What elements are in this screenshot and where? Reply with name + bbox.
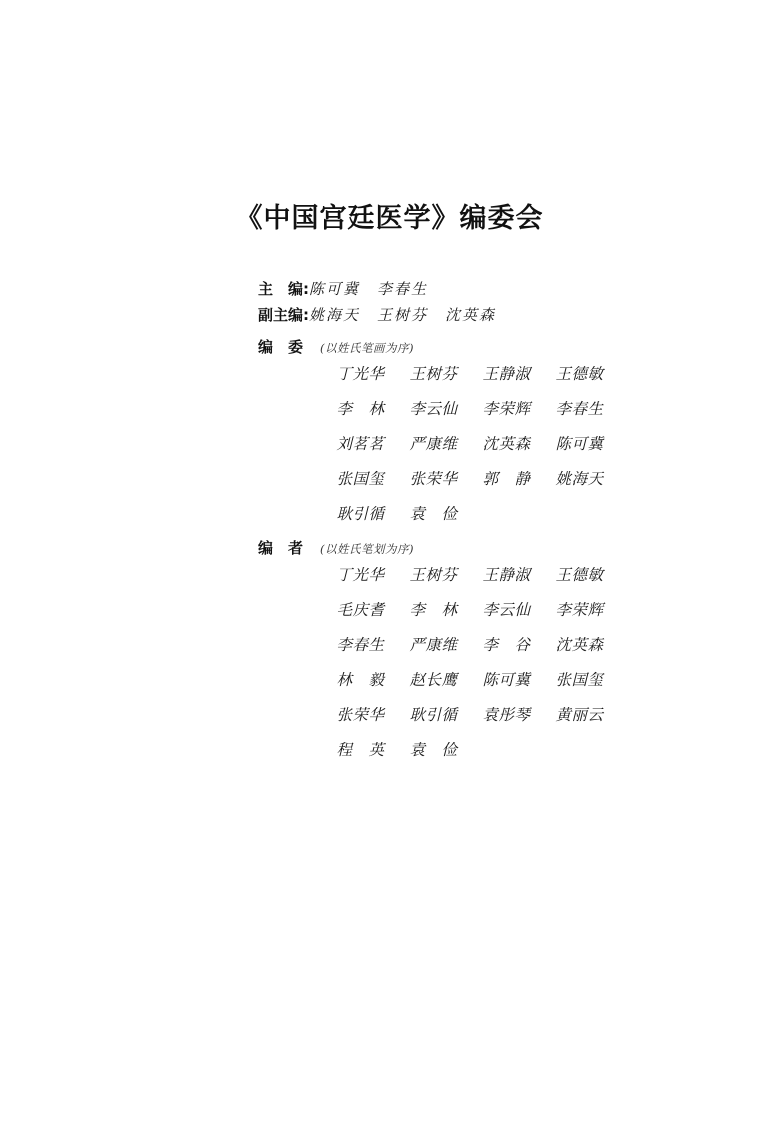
name: 李云仙 <box>409 400 458 418</box>
names-row <box>324 397 658 419</box>
names-row <box>324 703 658 725</box>
section-header-row <box>258 278 658 299</box>
name: 张荣华 <box>336 706 385 724</box>
section-board-members <box>258 336 658 524</box>
section-header-row <box>258 336 658 357</box>
name: 王树芬 <box>409 566 458 584</box>
names-block <box>324 362 658 524</box>
section-chief-editor <box>258 278 658 299</box>
section-header-row <box>258 304 658 325</box>
name: 林 毅 <box>336 671 385 689</box>
section-label: 主 编: <box>258 280 309 298</box>
name: 李云仙 <box>482 601 531 619</box>
name: 李 谷 <box>482 636 531 654</box>
name: 王静淑 <box>482 365 531 383</box>
section-note: (以姓氏笔画为序) <box>320 341 414 355</box>
name: 沈英森 <box>482 435 531 453</box>
name: 袁 俭 <box>409 505 458 523</box>
name: 程 英 <box>336 741 385 759</box>
section-inline-names: 姚海天 王树芬 沈英森 <box>309 306 497 324</box>
name: 王树芬 <box>409 365 458 383</box>
section-associate-editor <box>258 304 658 325</box>
name: 袁彤琴 <box>482 706 531 724</box>
names-row <box>324 362 658 384</box>
name: 张国玺 <box>336 470 385 488</box>
names-row <box>324 432 658 454</box>
name: 陈可冀 <box>555 435 604 453</box>
page-title: 《中国宫廷医学》编委会 <box>235 203 544 234</box>
name: 李春生 <box>336 636 385 654</box>
names-row <box>324 738 658 760</box>
name: 王德敏 <box>555 566 604 584</box>
name: 严康维 <box>409 435 458 453</box>
name: 丁光华 <box>336 365 385 383</box>
section-label: 编 委 <box>258 338 304 356</box>
name <box>543 738 616 760</box>
name: 黄丽云 <box>555 706 604 724</box>
name <box>543 502 616 524</box>
name: 李春生 <box>555 400 604 418</box>
name: 沈英森 <box>555 636 604 654</box>
name: 刘茗茗 <box>336 435 385 453</box>
name: 郭 静 <box>482 470 531 488</box>
name: 袁 俭 <box>409 741 458 759</box>
editorial-board-content <box>258 278 658 773</box>
name: 严康维 <box>409 636 458 654</box>
names-row <box>324 668 658 690</box>
section-label: 副主编: <box>258 306 309 324</box>
name: 姚海天 <box>555 470 604 488</box>
name: 李荣辉 <box>555 601 604 619</box>
name: 毛庆耆 <box>336 601 385 619</box>
name: 丁光华 <box>336 566 385 584</box>
name: 王静淑 <box>482 566 531 584</box>
names-row <box>324 633 658 655</box>
name: 赵长鹰 <box>409 671 458 689</box>
name: 李荣辉 <box>482 400 531 418</box>
names-row <box>324 502 658 524</box>
name: 李 林 <box>336 400 385 418</box>
name: 张荣华 <box>409 470 458 488</box>
section-header-row <box>258 537 658 558</box>
names-block <box>324 563 658 760</box>
name: 耿引循 <box>336 505 385 523</box>
names-row <box>324 598 658 620</box>
section-label: 编 者 <box>258 539 304 557</box>
name <box>470 502 543 524</box>
section-authors <box>258 537 658 760</box>
name: 张国玺 <box>555 671 604 689</box>
name: 王德敏 <box>555 365 604 383</box>
section-note: (以姓氏笔划为序) <box>320 542 414 556</box>
name: 李 林 <box>409 601 458 619</box>
names-row <box>324 563 658 585</box>
names-row <box>324 467 658 489</box>
name <box>470 738 543 760</box>
name: 陈可冀 <box>482 671 531 689</box>
name: 耿引循 <box>409 706 458 724</box>
section-inline-names: 陈可冀 李春生 <box>309 280 429 298</box>
